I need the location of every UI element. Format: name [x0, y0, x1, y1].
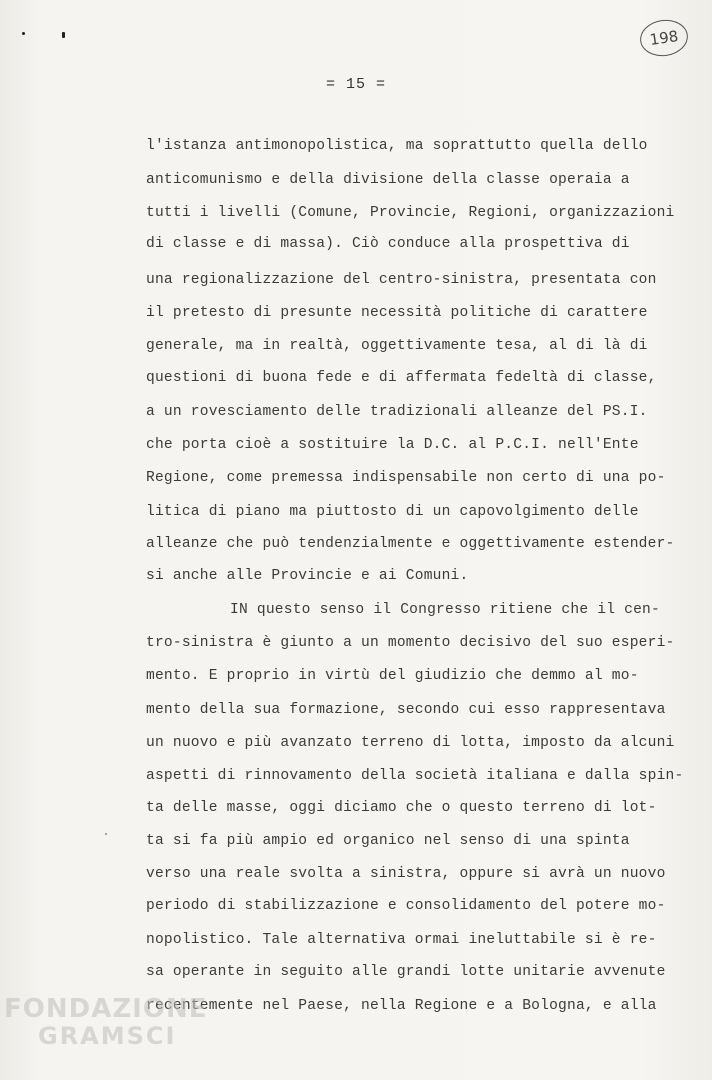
text-line: tutti i livelli (Comune, Provincie, Regioni, organizzazioni — [146, 205, 675, 221]
text-line: ta delle masse, oggi diciamo che o questo terreno di lot- — [146, 800, 657, 816]
text-line: a un rovesciamento delle tradizionali alleanze del PS.I. — [146, 404, 648, 420]
page-number: = 15 = — [325, 76, 386, 93]
text-line: mento della sua formazione, secondo cui esso rappresentava — [146, 702, 666, 718]
text-line: alleanze che può tendenzialmente e oggettivamente estender- — [146, 536, 675, 552]
text-line: che porta cioè a sostituire la D.C. al P.C.I. nell'Ente — [146, 437, 639, 453]
text-line: nopolistico. Tale alternativa ormai ineluttabile si è re- — [146, 932, 657, 948]
text-line: ta si fa più ampio ed organico nel senso di una spinta — [146, 833, 630, 849]
text-line: aspetti di rinnovamento della società italiana e dalla spin- — [146, 768, 684, 784]
text-line: mento. E proprio in virtù del giudizio che demmo al mo- — [146, 668, 639, 684]
watermark-line-1: FONDAZIONE — [4, 994, 208, 1024]
text-line: recentemente nel Paese, nella Regione e a Bologna, e alla — [146, 998, 657, 1014]
text-line: periodo di stabilizzazione e consolidamento del potere mo- — [146, 898, 666, 914]
margin-mark — [22, 32, 25, 35]
stamp-number: 198 — [648, 27, 680, 49]
text-line: un nuovo e più avanzato terreno di lotta, imposto da alcuni — [146, 735, 675, 751]
margin-mark — [105, 833, 107, 835]
text-line: si anche alle Provincie e ai Comuni. — [146, 568, 469, 584]
archive-page-stamp — [638, 17, 691, 59]
text-line: il pretesto di presunte necessità politiche di carattere — [146, 305, 648, 321]
text-line: litica di piano ma piuttosto di un capovolgimento delle — [146, 504, 639, 520]
text-line: anticomunismo e della divisione della classe operaia a — [146, 172, 630, 188]
text-line: tro-sinistra è giunto a un momento decisivo del suo esperi- — [146, 635, 675, 651]
text-line: sa operante in seguito alle grandi lotte unitarie avvenute — [146, 964, 666, 980]
text-line: di classe e di massa). Ciò conduce alla prospettiva di — [146, 236, 630, 252]
text-line: l'istanza antimonopolistica, ma soprattutto quella dello — [146, 138, 648, 154]
text-line: una regionalizzazione del centro-sinistra, presentata con — [146, 272, 657, 288]
text-line: Regione, come premessa indispensabile non certo di una po- — [146, 470, 666, 486]
margin-mark — [62, 32, 65, 38]
text-line: verso una reale svolta a sinistra, oppure si avrà un nuovo — [146, 866, 666, 882]
watermark-logo — [4, 996, 207, 1048]
text-line: questioni di buona fede e di affermata fedeltà di classe, — [146, 370, 657, 386]
text-line: generale, ma in realtà, oggettivamente tesa, al di là di — [146, 338, 648, 354]
text-line: IN questo senso il Congresso ritiene che il cen- — [230, 602, 660, 618]
watermark-line-2: GRAMSCI — [38, 1022, 177, 1050]
